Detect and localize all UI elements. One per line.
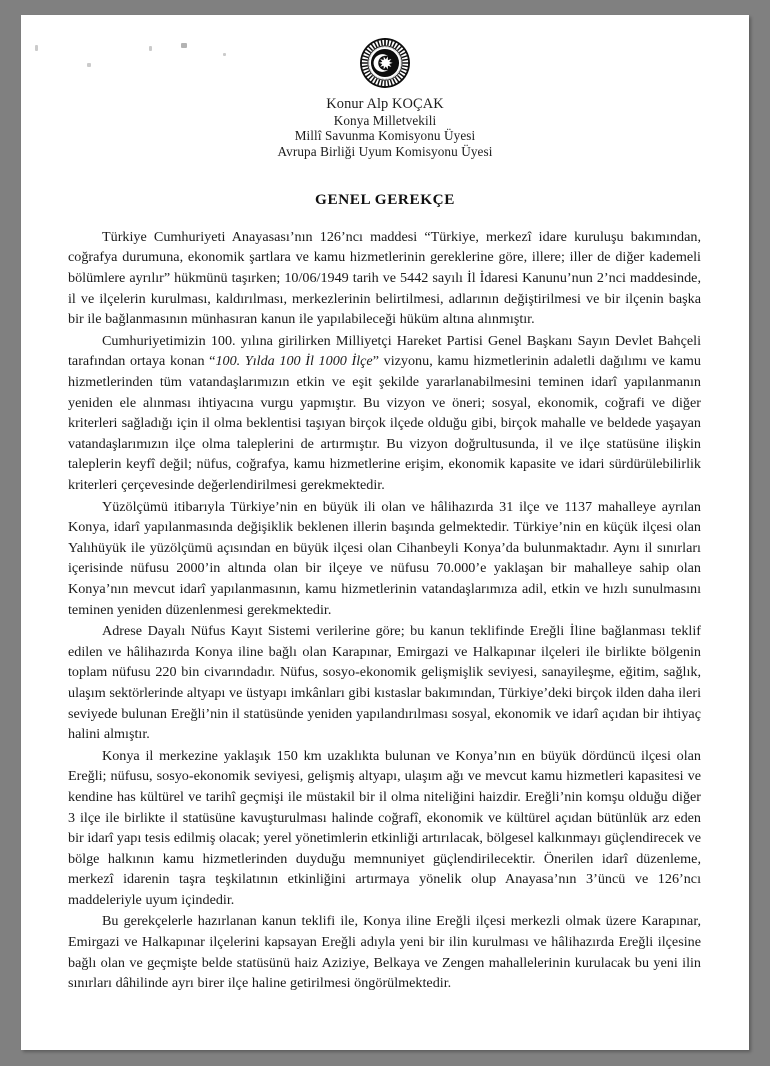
- body-text: Türkiye Cumhuriyeti Anayasası’nın 126’ncı maddesi “Türkiye, merkezî idare kuruluşu bakımından, coğrafya durumuna, ekonomik şartlara ve kamu hizmetlerinin gereklerine göre, illere; iller de diğer kademeli bölümlere ayrılır” hükmünü taşırken; 10/06/1949 tarih ve 5442 sayılı İl İdaresi Kanunu’nun 2’nci maddesinde, il ve ilçelerin kurulması, kaldırılması, merkezlerinin belirtilmesi, adlarının değiştirilmesi ve bir ilçenin başka bir ile bağlanmasının münhasıran kanun ile yapılabileceği hüküm altına alınmıştır.: [68, 228, 701, 328]
- deputy-role-line-3: Avrupa Birliği Uyum Komisyonu Üyesi: [277, 143, 493, 159]
- document-header: [21, 15, 749, 159]
- body-text: ” vizyonu, kamu hizmetlerinin adaletli dağılımı ve kamu hizmetlerinden tüm vatandaşlarımızın etkin ve eşit şekilde yararlanabilmesini teminen idarî yapılanmanın yeniden ele alınması ihtiyacına vurgu yapmıştır. Bu vizyon ve öneri; sosyal, ekonomik, coğrafi ve diğer kriterleri sağladığı için il olma beklentisi taşıyan birçok ilçede olduğu gibi, birçok mahalle ve beldede yaşayan vatandaşlarımızın ilçe olma taleplerini de artırmıştır. Bu vizyon doğrultusunda, il ve ilçe statüsüne ilişkin taleplerin keyfî değil; nüfus, coğrafya, kamu hizmetlerine erişim, ekonomik kapasite ve idari sürdürülebilirlik kriterleri çerçevesinde değerlendirilmesi gerekmektedir.: [68, 353, 701, 494]
- scan-artifact-speck: [223, 53, 226, 56]
- tbmm-emblem-icon: [359, 37, 411, 89]
- deputy-role-line-1: Konya Milletvekili: [333, 113, 437, 128]
- paragraph: [68, 227, 701, 330]
- body-text: Konya il merkezine yaklaşık 150 km uzaklıkta bulunan ve Konya’nın en büyük dördüncü ilçesi olan Ereğli; nüfusu, sosyo-ekonomik seviyesi, gelişmiş altyapı, ulaşım ağı ve mevcut kamu hizmetleri kapasitesi ve kendine has kültürel ve tarihî geçmişi ile müstakil bir il olma niteliğini haizdir. Ereğli’nin komşu olduğu diğer 3 ilçe ile birlikte il statüsüne kavuşturulması halinde coğrafî, ekonomik ve kültürel açıdan bütünlük arz eden bir idarî yapı tesis edilmiş olacak; yerel yönetimlerin etkinliği artırılacak, bölgesel kalkınmayı güçlendirecek ve bölge halkının kamu hizmetlerinden duyduğu memnuniyet güçlendirilecektir. Önerilen idarî düzenleme, merkezî idarenin taşra teşkilatının etkinliğini artırmaya yönelik olup Anayasa’nın 3’üncü ve 126’ncı maddeleriyle uyum içindedir.: [68, 747, 701, 908]
- paragraph: [68, 746, 701, 911]
- paragraph: [68, 497, 701, 621]
- body-text: Bu gerekçelerle hazırlanan kanun teklifi ile, Konya iline Ereğli ilçesi merkezli olmak üzere Karapınar, Emirgazi ve Halkapınar ilçelerini kapsayan Ereğli adıyla yeni bir ilin kurulması ve hâlihazırda Ereğli ilçesine bağlı olan ve geçmişte belde statüsünü haiz Aziziye, Belkaya ve Zengen mahallelerinin kurulacak bu yeni ilin sınırları dâhilinde ayrı birer ilçe haline getirilmesi öngörülmektedir.: [68, 913, 701, 992]
- deputy-role-line-2: Millî Savunma Komisyonu Üyesi: [294, 128, 476, 144]
- body-text: Yüzölçümü itibarıyla Türkiye’nin en büyük ili olan ve hâlihazırda 31 ilçe ve 1137 mahalleye ayrılan Konya, idarî yapılanmasında değişiklik beklenen illerin başında gelmektedir. Türkiye’nin en küçük ilçesi olan Yalıhüyük ile yüzölçümü açısından en büyük ilçesi olan Cihanbeyli Konya’da bulunmaktadır. Aynı il sınırları içerisinde nüfusu 2000’in altında olan bir ilçeye ve nüfusu 70.000’e yaklaşan bir mahalleye sahip olan Konya’nın mevcut idarî yapılanmasının, kamu hizmetlerinin vatandaşlarımıza adil, etkin ve hızlı sunulmasını teminen yeniden düzenlenmesi gerekmektedir.: [68, 498, 701, 618]
- scan-artifact-speck: [181, 43, 187, 48]
- scan-artifact-speck: [87, 63, 91, 67]
- paragraph: [68, 621, 701, 745]
- header-text-block: [21, 96, 749, 159]
- emphasized-text: 100. Yılda 100 İl 1000 İlçe: [215, 353, 373, 370]
- deputy-name: Konur Alp KOÇAK: [326, 96, 444, 112]
- document-body: [68, 227, 701, 994]
- body-text: Cumhuriyetimizin 100. yılına girilirken Milliyetçi Hareket Partisi Genel Başkanı Sayın Devlet Bahçeli tarafından ortaya konan “: [68, 332, 701, 370]
- paragraph: [68, 331, 701, 496]
- page-title: GENEL GEREKÇE: [315, 190, 455, 208]
- scan-artifact-speck: [149, 46, 152, 51]
- scan-artifact-speck: [35, 45, 38, 51]
- document-page: [21, 15, 749, 1050]
- paragraph: [68, 911, 701, 993]
- body-text: Adrese Dayalı Nüfus Kayıt Sistemi verilerine göre; bu kanun teklifinde Ereğli İline bağlanması teklif edilen ve hâlihazırda Konya iline bağlı olan Karapınar, Emirgazi ve Halkapınar ilçeleri ile birlikte bölgenin toplam nüfusu 220 bin civarındadır. Nüfus, sosyo-ekonomik gelişmişlik seviyesi, sanayileşme, eğitim, sağlık, ulaşım sektörlerinde altyapı ve üstyapı imkânları gibi kıstaslar bakımından, Türkiye’deki birçok ilden daha ileri seviyede bulunan Ereğli’nin il statüsünde yeniden yapılandırılması sosyal, ekonomik ve idarî açıdan bir ihtiyaç halini almıştır.: [68, 623, 701, 743]
